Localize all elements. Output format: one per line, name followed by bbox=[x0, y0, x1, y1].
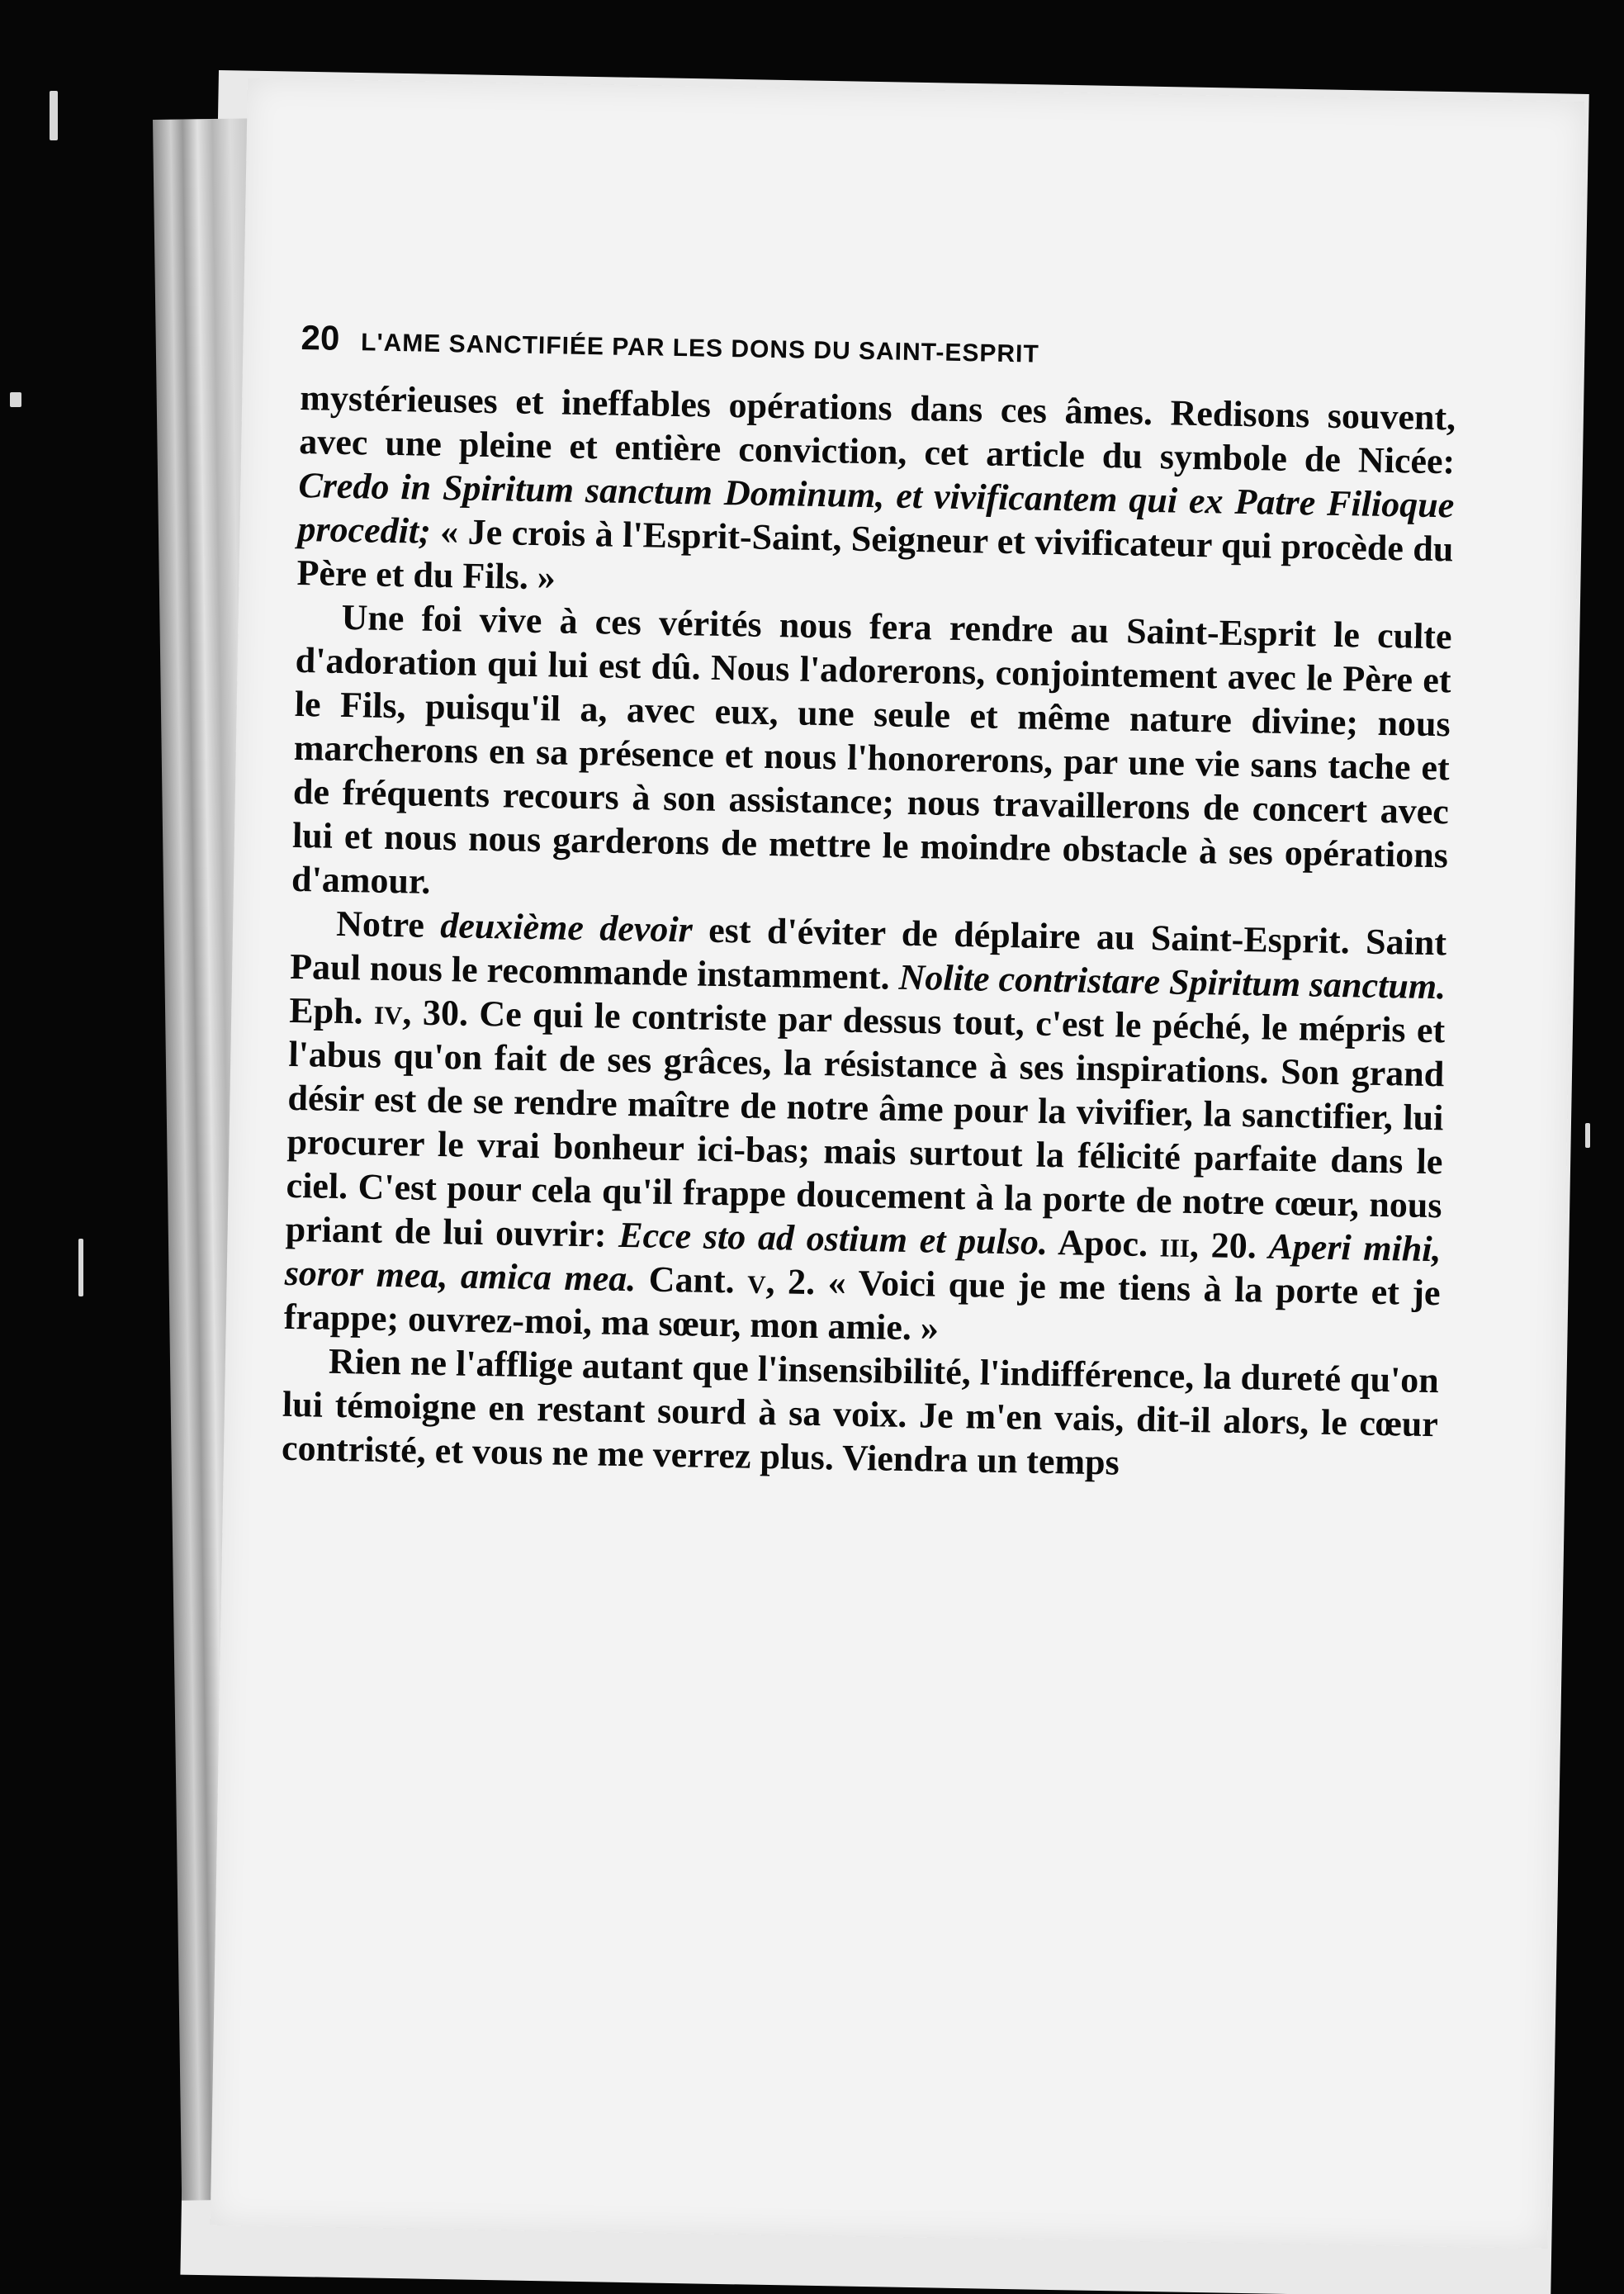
chapter-numeral: iv bbox=[373, 991, 403, 1033]
paragraph bbox=[282, 1339, 1440, 1490]
text-run: Cant. bbox=[635, 1258, 748, 1301]
latin-quotation: Credo in Spiritum sanctum Dominum, et vivificantem qui ex Patre Filioque procedit; bbox=[297, 464, 1455, 552]
page-content bbox=[282, 318, 1457, 1490]
paragraph bbox=[291, 595, 1452, 921]
scan-artifact bbox=[10, 392, 21, 407]
latin-quotation: Nolite contristare Spiritum sanctum. bbox=[898, 956, 1446, 1007]
latin-quotation: deuxième devoir bbox=[439, 905, 694, 950]
text-run: « Je crois à l'Esprit-Saint, Seigneur et vivificateur qui procède du Père et du Fils. » bbox=[296, 510, 1454, 598]
text-run: Eph. bbox=[288, 989, 375, 1032]
latin-quotation: Ecce sto ad ostium et pulso. bbox=[618, 1214, 1049, 1263]
latin-quotation: Aperi mihi, soror mea, amica mea. bbox=[284, 1225, 1442, 1300]
text-run: mystérieuses et ineffables opérations dans ces âmes. Redisons souvent, avec une pleine et entière conviction, cet article du symbole de Nicée: bbox=[298, 377, 1456, 482]
text-run: Notre bbox=[335, 903, 441, 946]
body-text bbox=[282, 376, 1456, 1490]
scan-artifact bbox=[50, 91, 58, 140]
scan-artifact bbox=[1585, 1123, 1590, 1148]
text-run: Rien ne l'afflige autant que l'insensibilité, l'indifférence, la dureté qu'on lui témoigne en restant sourd à sa voix. Je m'en vais, dit-il alors, le cœur contristé, et vous ne me verrez plus. Viendra un temps bbox=[281, 1340, 1440, 1483]
paragraph bbox=[283, 901, 1446, 1358]
scan-artifact bbox=[78, 1239, 83, 1296]
text-run: est d'éviter de déplaire au Saint-Esprit. Saint Paul nous le recommande instamment. bbox=[289, 909, 1447, 998]
text-run: Une foi vive à ces vérités nous fera rendre au Saint-Esprit le culte d'adoration qui lui est dû. Nous l'adorerons, conjointement avec le Père et le Fils, puisqu'il a, avec eux, une seule et même nature divine; nous marcherons en sa présence et nous l'honorerons, par une vie sans tache et de fréquents recours à son assistance; nous travaillerons de concert avec lui et nous nous garderons de mettre le moindre obstacle à ses opérations d'amour. bbox=[291, 596, 1452, 902]
chapter-numeral: iii bbox=[1159, 1224, 1191, 1265]
page-number: 20 bbox=[301, 318, 340, 358]
text-run: , 20. bbox=[1189, 1224, 1269, 1267]
text-run: , 30. Ce qui le contriste par dessus tout, c'est le péché, le mépris et l'abus qu'on fait de ses grâces, la résistance à ses inspirations. Son grand désir est de se rendre maître de notre âme pour la vivifier, la sanctifier, lui procurer le vrai bonheur ici-bas; mais surtout la félicité parfaite dans le ciel. C'est pour cela qu'il frappe doucement à la porte de notre cœur, nous priant de lui ouvrir: bbox=[285, 992, 1446, 1255]
running-title: L'AME SANCTIFIÉE PAR LES DONS DU SAINT-ESPRIT bbox=[360, 329, 1040, 368]
paragraph bbox=[296, 376, 1456, 614]
chapter-numeral: v bbox=[746, 1260, 767, 1301]
text-run: , 2. « Voici que je me tiens à la porte et je frappe; ouvrez-moi, ma sœur, mon amie. » bbox=[283, 1261, 1442, 1348]
text-run: Apoc. bbox=[1047, 1221, 1161, 1265]
